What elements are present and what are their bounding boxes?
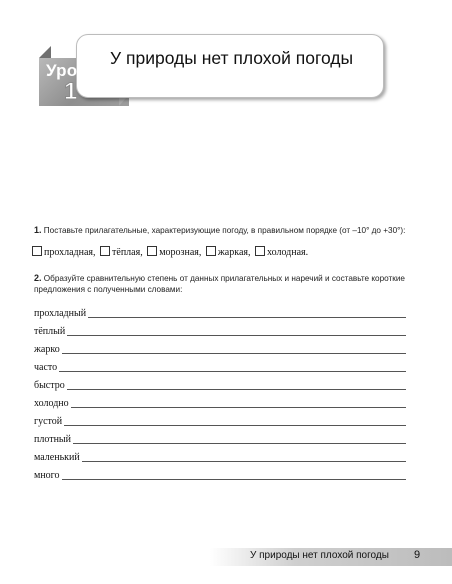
answer-word: плотный [34, 434, 72, 445]
task-1-number: 1. [34, 225, 42, 235]
answer-line[interactable] [82, 461, 406, 462]
answer-word: прохладный [34, 308, 87, 319]
answer-row [34, 360, 406, 374]
option-checkbox[interactable] [255, 246, 265, 256]
badge-fold [39, 46, 51, 58]
answer-row [34, 342, 406, 356]
option-label: прохладная, [44, 247, 96, 258]
task-2-text-line2: предложения с полученными словами: [34, 285, 183, 294]
answer-row [34, 414, 406, 428]
answer-line[interactable] [62, 479, 406, 480]
lesson-word: Урок [46, 61, 87, 80]
answer-line[interactable] [73, 443, 406, 444]
answer-word: тёплый [34, 326, 66, 337]
task-2-instruction [34, 273, 424, 295]
answer-word: маленький [34, 452, 80, 463]
answer-line[interactable] [59, 371, 406, 372]
answer-row [34, 378, 406, 392]
option-checkbox[interactable] [100, 246, 110, 256]
option-label: тёплая, [112, 247, 143, 258]
option-checkbox[interactable] [32, 246, 42, 256]
answer-word: часто [34, 362, 58, 373]
page-title: У природы нет плохой погоды [110, 48, 354, 68]
answer-word: холодно [34, 398, 69, 409]
lesson-number: 1 [64, 78, 78, 105]
option-checkbox[interactable] [147, 246, 157, 256]
answer-row [34, 432, 406, 446]
task-2-text-line1: Образуйте сравнительную степень от данных прилагательных и наречий и составьте короткие [43, 274, 405, 283]
answer-row [34, 324, 406, 338]
footer-title: У природы нет плохой погоды [250, 550, 389, 561]
answer-word: жарко [34, 344, 60, 355]
answer-line[interactable] [88, 317, 406, 318]
answer-line[interactable] [71, 407, 406, 408]
answer-row [34, 450, 406, 464]
answer-row [34, 468, 406, 482]
answer-line[interactable] [67, 389, 406, 390]
task-1-text: Поставьте прилагательные, характеризующие погоду, в правильном порядке (от –10° до +30°): [43, 226, 406, 235]
answer-row [34, 396, 406, 410]
answer-line[interactable] [64, 425, 406, 426]
option-label: морозная, [159, 247, 202, 258]
task-2-number: 2. [34, 273, 42, 283]
option-label: холодная. [266, 247, 309, 258]
answer-word: быстро [34, 380, 65, 391]
answer-word: много [34, 470, 60, 481]
answer-line[interactable] [62, 353, 406, 354]
task-1-options [32, 246, 310, 258]
task-1-instruction [34, 225, 424, 236]
option-checkbox[interactable] [206, 246, 216, 256]
answer-row [34, 306, 406, 320]
answer-line[interactable] [67, 335, 406, 336]
option-label: жаркая, [217, 247, 251, 258]
page-number: 9 [414, 549, 421, 561]
answer-word: густой [34, 416, 63, 427]
